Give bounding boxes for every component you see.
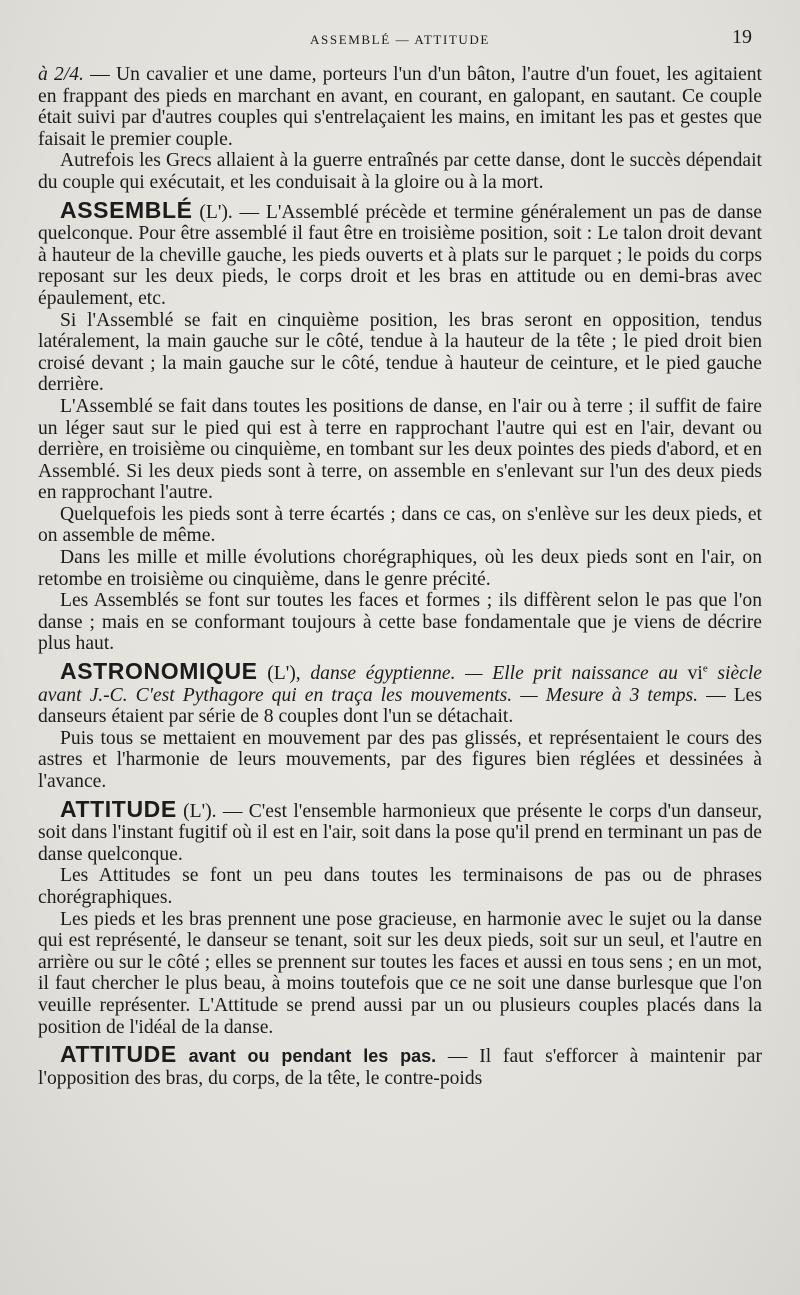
entry-attitude: ATTITUDE (L'). — C'est l'ensemble harmonieux que présente le corps d'un danseur, soit dans l'instant fugitif où il est en l'air, soit dans la pose qu'il prend en terminant un pas de danse quelconque. [38, 795, 762, 865]
body-text [38, 64, 762, 1089]
headword-attitude-2: ATTITUDE [60, 1041, 177, 1068]
entry-astronomique: ASTRONOMIQUE (L'), danse égyptienne. — Elle prit naissance au $vi^e$ siècle avant J.-C. C'est Pythagore qui en traça les mouvements. — Mesure à 3 temps. — Les danseurs étaient par série de 8 couples dont l'un se détachait. [38, 658, 762, 728]
running-title: ASSEMBLÉ — ATTITUDE [310, 32, 490, 47]
paragraph: Les Assemblés se font sur toutes les faces et formes ; ils diffèrent selon le pas que l'on danse ; mais en se conformant toujours à cette base fondamentale que je viens de décrire plus haut. [38, 590, 762, 655]
paragraph: Quelquefois les pieds sont à terre écartés ; dans ce cas, on s'enlève sur les deux pieds, et on assemble de même. [38, 503, 762, 547]
entry-assemble: ASSEMBLÉ (L'). — L'Assemblé précède et termine généralement un pas de danse quelconque. Pour être assemblé il faut être en troisième position, soit : Le talon droit devant à hauteur de la cheville gauche, les pieds ouverts et à plats sur le parquet ; le poids du corps reposant sur les deux pieds, le corps droit et les bras en attitude ou en demi-bras avec épaulement, etc. [38, 196, 762, 309]
paragraph: Les pieds et les bras prennent une pose gracieuse, en harmonie avec le sujet ou la danse qui est représenté, le danseur se tenant, soit sur les deux pieds, soit sur un seul, et l'autre en arrière ou sur le côté ; elles se prennent sur toutes les faces et aussi en tous sens ; en un mot, il faut chercher le plus beau, à moins toutefois que ce ne soit une danse burlesque que l'on veuille représenter. L'Attitude se prend aussi par un ou plusieurs couples placés dans la position de l'idéal de la danse. [38, 908, 762, 1038]
page-number: 19 [732, 26, 752, 48]
paragraph-continuation: à 2/4. — Un cavalier et une dame, porteurs l'un d'un bâton, l'autre d'un fouet, les agitaient en frappant des pieds en marchant en avant, en courant, en galopant, en sautant. Ce couple était suivi par d'autres couples qui s'entrelaçaient les mains, en imitant les pas et gestes que faisait le premier couple. [38, 64, 762, 150]
paragraph: Autrefois les Grecs allaient à la guerre entraînés par cette danse, dont le succès dépendait du couple qui exécutait, et les conduisait à la gloire ou à la mort. [38, 150, 762, 193]
entry-attitude-avant: ATTITUDE avant ou pendant les pas. — Il faut s'efforcer à maintenir par l'opposition des bras, du corps, de la tête, le contre-poids [38, 1041, 762, 1089]
paragraph: L'Assemblé se fait dans toutes les positions de danse, en l'air ou à terre ; il suffit de faire un léger saut sur le pied qui est à terre en rapprochant l'autre qui est en l'air, devant ou derrière, en troisième ou cinquième, en tombant sur les deux pointes des pieds d'abord, et en Assemblé. Si les deux pieds sont à terre, on assemble en s'enlevant sur l'un des deux pieds en rapprochant l'autre. [38, 395, 762, 504]
paragraph: Dans les mille et mille évolutions chorégraphiques, où les deux pieds sont en l'air, on retombe en troisième ou cinquième, dans le genre précité. [38, 547, 762, 590]
headword-attitude: ATTITUDE [60, 795, 177, 822]
paragraph: Puis tous se mettaient en mouvement par des pas glissés, et représentaient le cours des astres et l'harmonie de leurs mouvements, par des figures bien réglées et dessinées à l'avance. [38, 727, 762, 792]
headword-assemble: ASSEMBLÉ [60, 196, 193, 223]
tempo-marking: à 2/4. [38, 64, 84, 85]
paragraph: Si l'Assemblé se fait en cinquième position, les bras seront en opposition, tendus latéralement, la main gauche sur le côté, tendue à la hauteur de la tête ; le pied droit bien croisé devant ; la main gauche sur le côté, tendue à hauteur de ceinture, et le pied gauche derrière. [38, 309, 762, 396]
running-header [38, 26, 762, 56]
headword-subtitle: avant ou pendant les pas. [176, 1046, 437, 1067]
paragraph: Les Attitudes se font un peu dans toutes les terminaisons de pas ou de phrases chorégraphiques. [38, 865, 762, 908]
headword-astronomique: ASTRONOMIQUE [60, 658, 258, 685]
